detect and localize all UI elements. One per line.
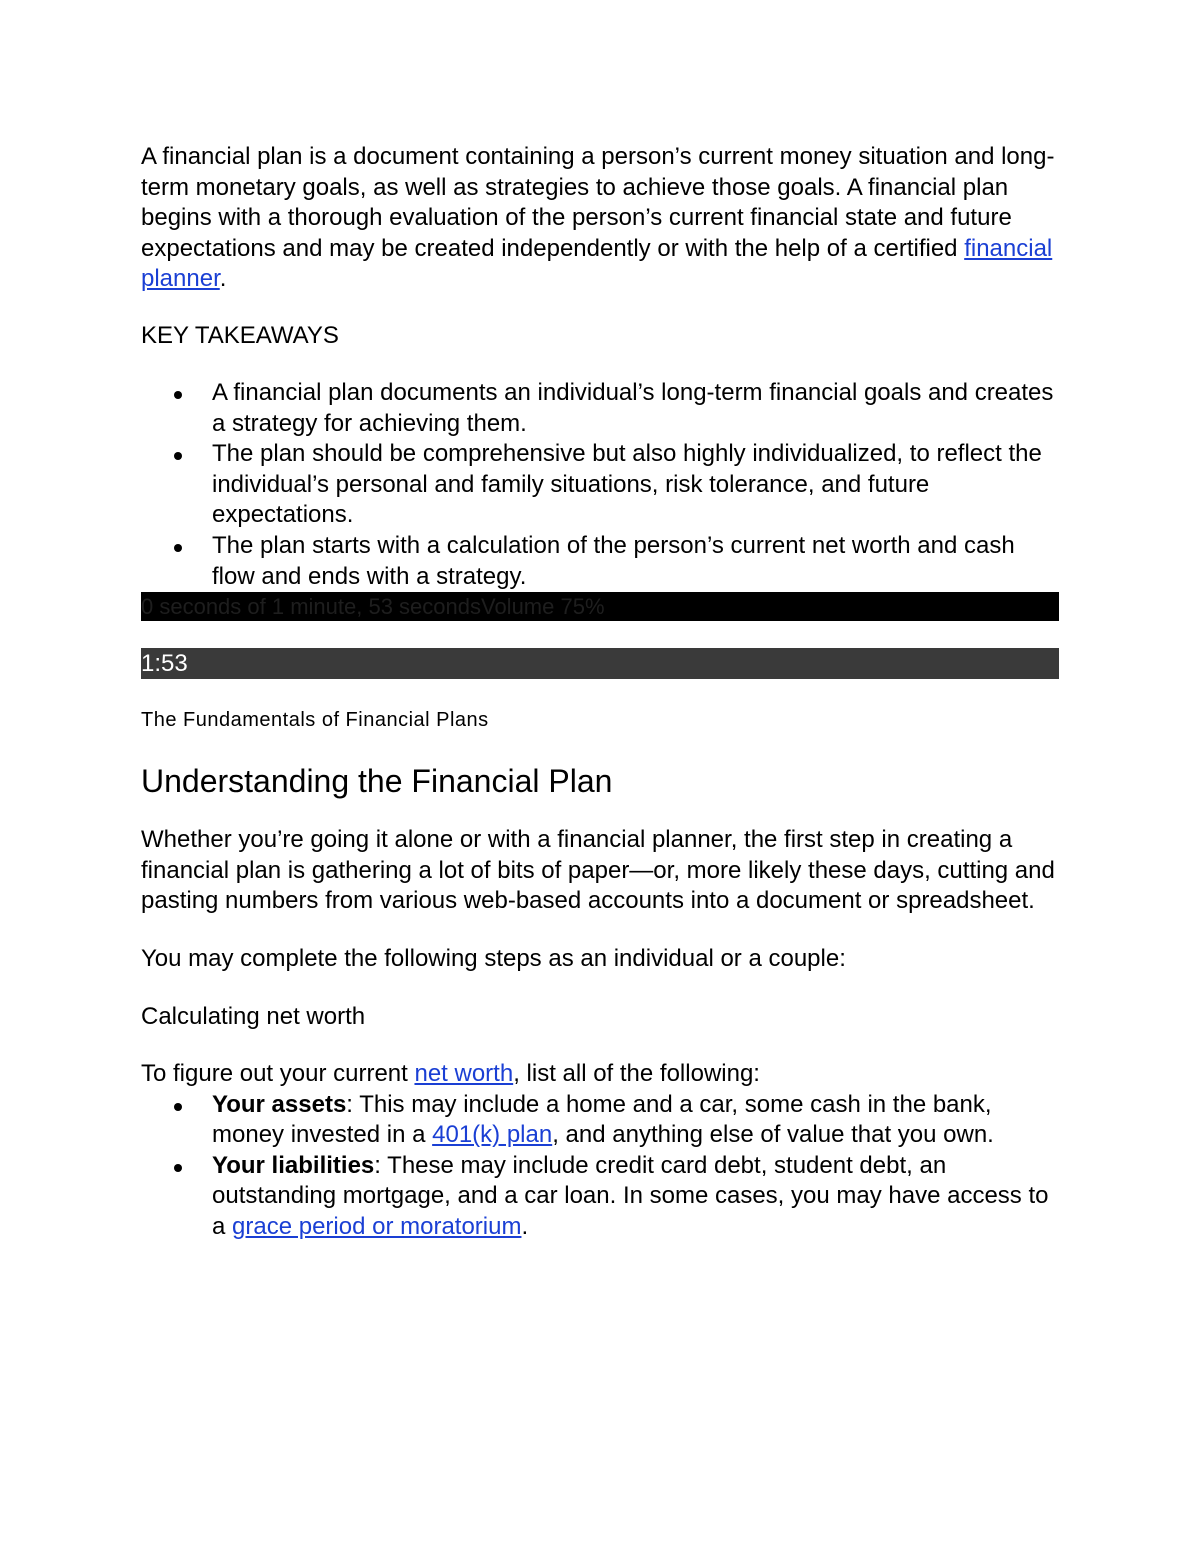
financial-planner-link[interactable]: financial planner [141,234,1053,293]
takeaway-text: The plan should be comprehensive but also highly individualized, to reflect the individual’s personal and family situations, risk tolerance, and future expectations. [212,440,1042,529]
section-heading: Understanding the Financial Plan [141,763,613,800]
assets-text-end: , and anything else of value that you own. [552,1121,994,1149]
bullet-icon [174,1103,182,1111]
figure-text-end: , list all of the following: [513,1060,760,1088]
takeaway-text: The plan starts with a calculation of the person’s current net worth and cash flow and ends with a strategy. [212,531,1015,590]
bullet-icon [174,544,182,552]
figure-paragraph [141,1059,1059,1090]
intro-text-end: . [219,265,227,293]
bullet-icon [174,452,182,460]
video-title: The Fundamentals of Financial Plans [141,709,489,732]
liabilities-text: : These may include credit card debt, student debt, an outstanding mortgage, and a car loan. In some cases, you may have access to a [212,1151,1049,1241]
bullet-icon [174,391,182,399]
takeaway-text: A financial plan documents an individual’s long-term financial goals and creates a strategy for achieving them. [212,378,1054,437]
liabilities-label: Your liabilities [212,1151,375,1179]
net-worth-subheading: Calculating net worth [141,1002,366,1030]
assets-text: : This may include a home and a car, some cash in the bank, money invested in a [212,1090,992,1149]
figure-text: To figure out your current [141,1060,415,1088]
list-item [141,1090,1059,1151]
key-takeaways-list [141,378,1059,592]
key-takeaways-heading: KEY TAKEAWAYS [141,321,339,349]
steps-intro: You may complete the following steps as an individual or a couple: [141,944,846,972]
list-item [141,1151,1059,1243]
video-progress-text: 0 seconds of 1 minute, 53 secondsVolume 75% [141,594,605,620]
liabilities-text-end: . [521,1213,529,1241]
grace-period-link[interactable]: grace period or moratorium [232,1213,522,1241]
document-page [141,142,1059,1243]
list-item [141,378,1059,439]
list-item [141,531,1059,592]
understanding-paragraph: Whether you’re going it alone or with a financial planner, the first step in creating a financial plan is gathering a lot of bits of paper—or, more likely these days, cutting and pasting numbers from various web-based accounts into a document or spreadsheet. [141,826,1055,915]
list-item [141,439,1059,531]
401k-plan-link[interactable]: 401(k) plan [432,1121,553,1149]
net-worth-link[interactable]: net worth [414,1060,514,1088]
bullet-icon [174,1164,182,1172]
intro-text: A financial plan is a document containing a person’s current money situation and long-term monetary goals, as well as strategies to achieve those goals. A financial plan begins with a thorough evaluation of the person’s current financial state and future expectations and may be created independently or with the help of a certified [141,143,1055,262]
assets-label: Your assets [212,1090,347,1118]
intro-paragraph [141,142,1059,295]
video-duration: 1:53 [141,650,188,678]
video-duration-bar[interactable] [141,648,1059,679]
video-progress-bar[interactable] [141,592,1059,621]
net-worth-list [141,1090,1059,1243]
